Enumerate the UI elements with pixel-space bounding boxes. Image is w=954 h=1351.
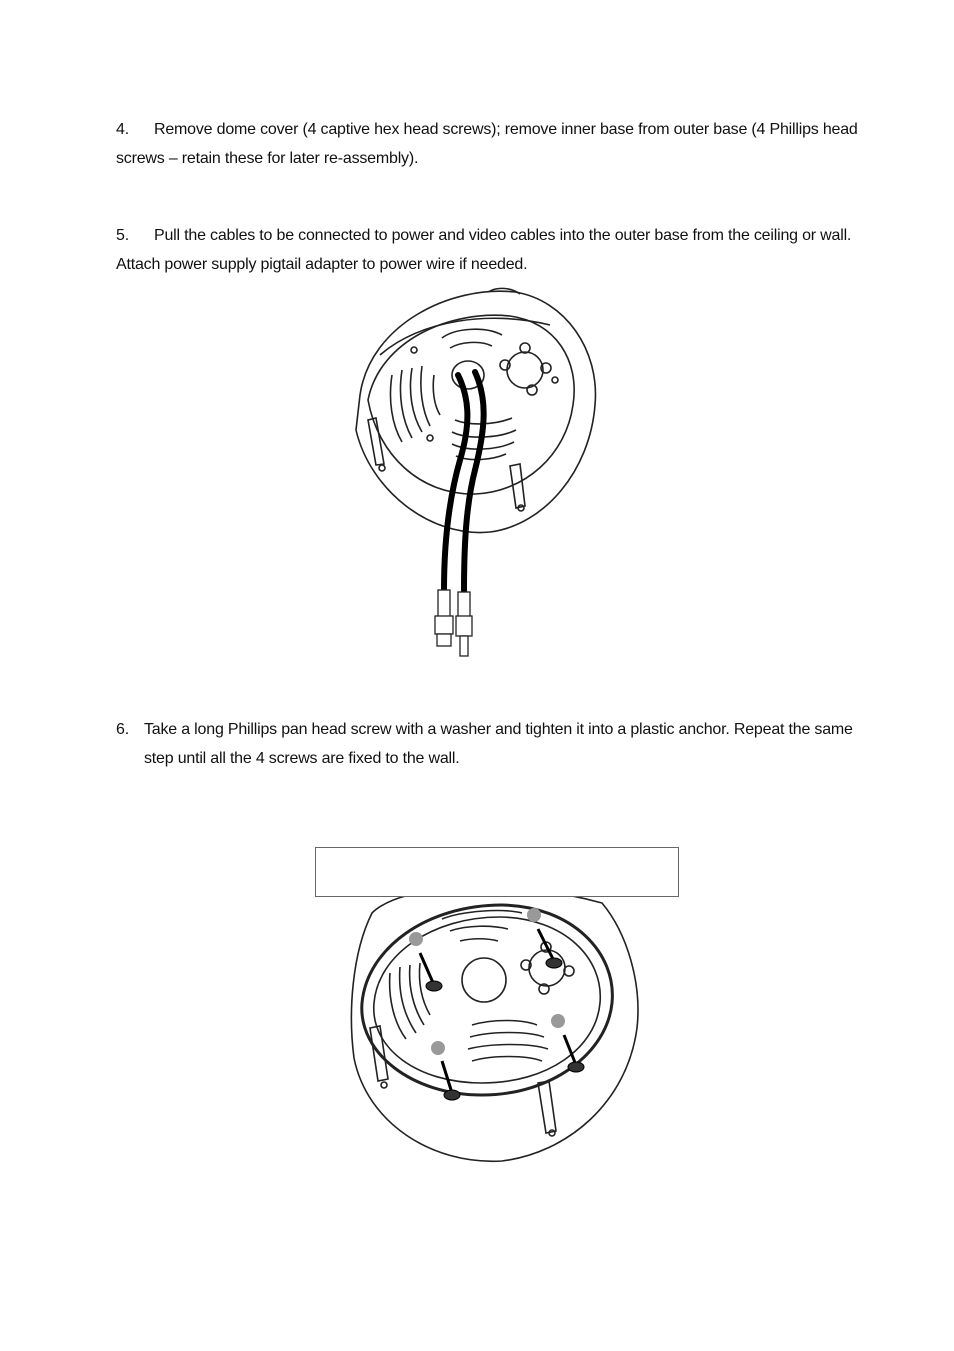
step-6-text-line2: step until all the 4 screws are fixed to the wall.: [144, 750, 460, 767]
step-4: [116, 115, 876, 173]
step-6-number: 6.: [116, 721, 129, 738]
step-6-text-line1: Take a long Phillips pan head screw with a washer and tighten it into a plastic anchor. Repeat the same: [144, 721, 853, 738]
step-4-number: 4.: [116, 121, 129, 138]
step-5-text-line2: Attach power supply pigtail adapter to power wire if needed.: [116, 256, 528, 273]
step-4-text-line2: screws – retain these for later re-assembly).: [116, 150, 419, 167]
step-5-number: 5.: [116, 227, 129, 244]
step-5-text-line1: Pull the cables to be connected to power and video cables into the outer base from the ceiling or wall.: [154, 227, 852, 244]
step-5: [116, 221, 876, 279]
outer-base-cables-illustration: [340, 280, 610, 665]
caption-box: [315, 847, 679, 897]
step-4-text-line1: Remove dome cover (4 captive hex head screws); remove inner base from outer base (4 Phillips head: [154, 121, 858, 138]
step-6: [116, 715, 876, 773]
